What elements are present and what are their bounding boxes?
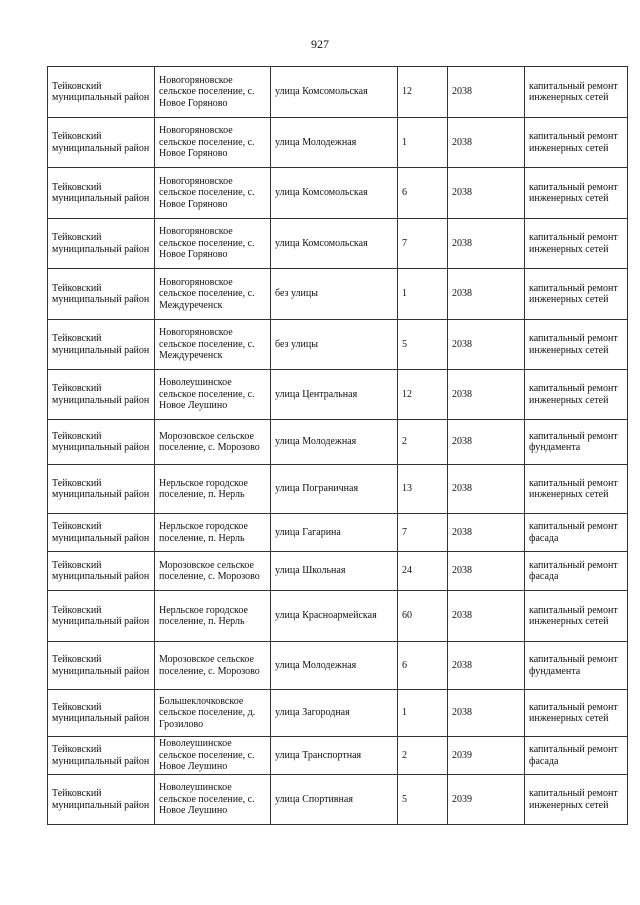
district-cell: Тейковский муниципальный район [48,420,155,465]
settlement-cell: Новогоряновское сельское поселение, с. Новое Горяново [155,168,271,219]
district-cell: Тейковский муниципальный район [48,552,155,591]
district-cell: Тейковский муниципальный район [48,67,155,118]
house-number-cell: 1 [398,118,448,168]
district-cell: Тейковский муниципальный район [48,690,155,737]
table-row [48,690,628,737]
year-cell: 2039 [448,737,525,775]
year-cell: 2038 [448,118,525,168]
house-number-cell: 24 [398,552,448,591]
district-cell: Тейковский муниципальный район [48,642,155,690]
house-number-cell: 12 [398,67,448,118]
year-cell: 2038 [448,591,525,642]
year-cell: 2038 [448,67,525,118]
street-cell: без улицы [271,320,398,370]
table-row [48,775,628,825]
house-number-cell: 5 [398,320,448,370]
district-cell: Тейковский муниципальный район [48,269,155,320]
work-type-cell: капитальный ремонт инженерных сетей [525,370,628,420]
house-number-cell: 1 [398,690,448,737]
street-cell: улица Молодежная [271,118,398,168]
work-type-cell: капитальный ремонт инженерных сетей [525,67,628,118]
table-row [48,168,628,219]
table-row [48,552,628,591]
table-row [48,269,628,320]
house-number-cell: 5 [398,775,448,825]
settlement-cell: Нерльское городское поселение, п. Нерль [155,514,271,552]
year-cell: 2038 [448,642,525,690]
year-cell: 2038 [448,168,525,219]
district-cell: Тейковский муниципальный район [48,465,155,514]
house-number-cell: 2 [398,420,448,465]
work-type-cell: капитальный ремонт инженерных сетей [525,269,628,320]
table-row [48,591,628,642]
work-type-cell: капитальный ремонт инженерных сетей [525,465,628,514]
work-type-cell: капитальный ремонт фасада [525,737,628,775]
street-cell: улица Комсомольская [271,168,398,219]
year-cell: 2038 [448,370,525,420]
district-cell: Тейковский муниципальный район [48,737,155,775]
settlement-cell: Новогоряновское сельское поселение, с. Междуреченск [155,320,271,370]
table-body [48,67,628,825]
table-row [48,370,628,420]
house-number-cell: 13 [398,465,448,514]
page-number: 927 [311,37,329,51]
district-cell: Тейковский муниципальный район [48,775,155,825]
year-cell: 2038 [448,269,525,320]
street-cell: улица Пограничная [271,465,398,514]
settlement-cell: Нерльское городское поселение, п. Нерль [155,465,271,514]
street-cell: улица Транспортная [271,737,398,775]
table-row [48,118,628,168]
work-type-cell: капитальный ремонт фасада [525,552,628,591]
house-number-cell: 6 [398,642,448,690]
year-cell: 2038 [448,420,525,465]
street-cell: улица Гагарина [271,514,398,552]
work-type-cell: капитальный ремонт инженерных сетей [525,690,628,737]
street-cell: улица Молодежная [271,420,398,465]
district-cell: Тейковский муниципальный район [48,168,155,219]
year-cell: 2038 [448,514,525,552]
street-cell: улица Молодежная [271,642,398,690]
street-cell: улица Красноармейская [271,591,398,642]
work-type-cell: капитальный ремонт фундамента [525,642,628,690]
table-row [48,642,628,690]
settlement-cell: Новогоряновское сельское поселение, с. Новое Горяново [155,219,271,269]
year-cell: 2038 [448,690,525,737]
year-cell: 2038 [448,320,525,370]
work-type-cell: капитальный ремонт фасада [525,514,628,552]
settlement-cell: Новолеушинское сельское поселение, с. Новое Леушино [155,775,271,825]
settlement-cell: Новолеушинское сельское поселение, с. Новое Леушино [155,737,271,775]
house-number-cell: 7 [398,219,448,269]
district-cell: Тейковский муниципальный район [48,219,155,269]
table-row [48,737,628,775]
year-cell: 2038 [448,465,525,514]
settlement-cell: Новогоряновское сельское поселение, с. Новое Горяново [155,67,271,118]
work-type-cell: капитальный ремонт инженерных сетей [525,168,628,219]
settlement-cell: Морозовское сельское поселение, с. Морозово [155,642,271,690]
table-row [48,514,628,552]
district-cell: Тейковский муниципальный район [48,514,155,552]
year-cell: 2038 [448,552,525,591]
settlement-cell: Морозовское сельское поселение, с. Морозово [155,552,271,591]
table-row [48,67,628,118]
work-type-cell: капитальный ремонт фундамента [525,420,628,465]
work-type-cell: капитальный ремонт инженерных сетей [525,118,628,168]
settlement-cell: Новолеушинское сельское поселение, с. Новое Леушино [155,370,271,420]
work-type-cell: капитальный ремонт инженерных сетей [525,775,628,825]
district-cell: Тейковский муниципальный район [48,118,155,168]
street-cell: улица Центральная [271,370,398,420]
house-number-cell: 1 [398,269,448,320]
street-cell: улица Комсомольская [271,219,398,269]
street-cell: без улицы [271,269,398,320]
house-number-cell: 12 [398,370,448,420]
table-row [48,465,628,514]
work-type-cell: капитальный ремонт инженерных сетей [525,219,628,269]
street-cell: улица Школьная [271,552,398,591]
district-cell: Тейковский муниципальный район [48,370,155,420]
settlement-cell: Большеклочковское сельское поселение, д. Грозилово [155,690,271,737]
year-cell: 2038 [448,219,525,269]
table-row [48,420,628,465]
settlement-cell: Новогоряновское сельское поселение, с. Междуреченск [155,269,271,320]
settlement-cell: Новогоряновское сельское поселение, с. Новое Горяново [155,118,271,168]
house-number-cell: 7 [398,514,448,552]
house-number-cell: 60 [398,591,448,642]
house-number-cell: 2 [398,737,448,775]
work-type-cell: капитальный ремонт инженерных сетей [525,591,628,642]
settlement-cell: Нерльское городское поселение, п. Нерль [155,591,271,642]
house-number-cell: 6 [398,168,448,219]
settlement-cell: Морозовское сельское поселение, с. Морозово [155,420,271,465]
street-cell: улица Спортивная [271,775,398,825]
district-cell: Тейковский муниципальный район [48,591,155,642]
year-cell: 2039 [448,775,525,825]
work-type-cell: капитальный ремонт инженерных сетей [525,320,628,370]
table-row [48,219,628,269]
table-row [48,320,628,370]
district-cell: Тейковский муниципальный район [48,320,155,370]
housing-repair-table [47,66,628,825]
street-cell: улица Комсомольская [271,67,398,118]
street-cell: улица Загородная [271,690,398,737]
